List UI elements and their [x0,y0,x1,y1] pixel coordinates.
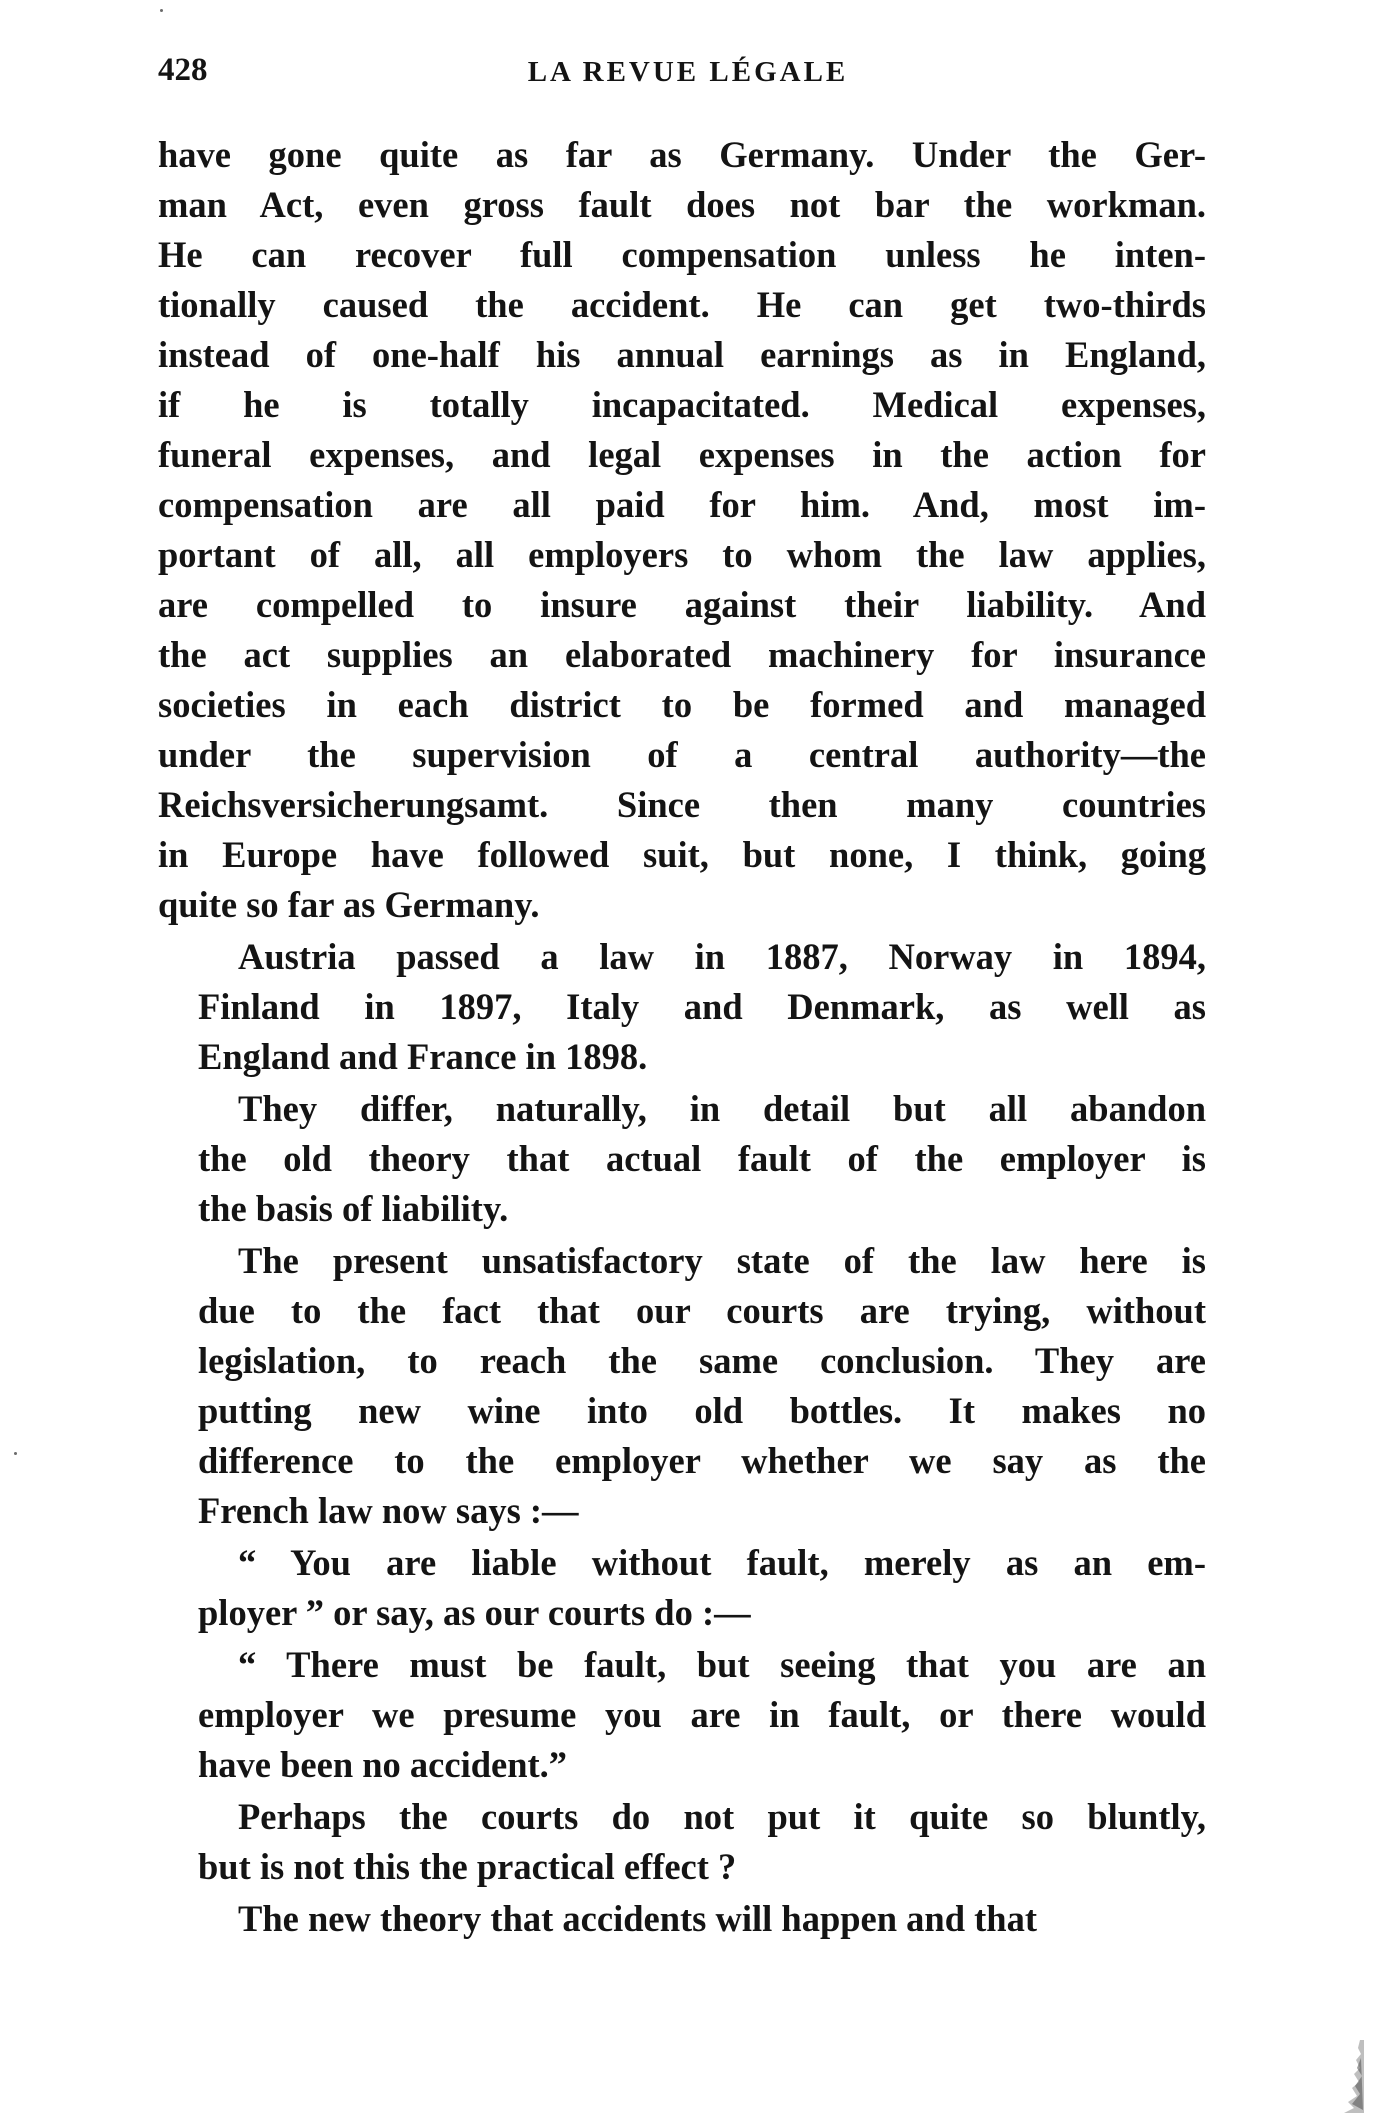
text-line: societies in each district to be formed and managed [158,684,1206,725]
paragraph [158,1084,1206,1234]
text-line: in Europe have followed suit, but none, I think, going [158,834,1206,875]
paragraph [158,130,1206,930]
text-line: difference to the employer whether we say as the [198,1440,1206,1481]
paragraph [158,1894,1206,1944]
paragraph [158,932,1206,1082]
paragraph [158,1538,1206,1638]
text-line: Reichsversicherungsamt. Since then many countries [158,784,1206,825]
text-line: “ There must be fault, but seeing that you are an [238,1644,1206,1685]
text-line: have been no accident.” [198,1744,568,1785]
paragraph [158,1640,1206,1790]
text-line: They differ, naturally, in detail but all abandon [238,1088,1206,1129]
journal-title: LA REVUE LÉGALE [527,56,849,88]
text-line: putting new wine into old bottles. It makes no [198,1390,1206,1431]
text-line: quite so far as Germany. [158,884,540,925]
scan-speck [14,1452,17,1455]
text-line: under the supervision of a central authority—the [158,734,1206,775]
text-line: French law now says :— [198,1490,579,1531]
text-line: Perhaps the courts do not put it quite so bluntly, [238,1796,1206,1837]
text-line: The present unsatisfactory state of the law here is [238,1240,1206,1281]
text-line: legislation, to reach the same conclusion. They are [198,1340,1206,1381]
text-line: portant of all, all employers to whom the law applies, [158,534,1206,575]
text-line: England and France in 1898. [198,1036,648,1077]
text-line: instead of one-half his annual earnings as in England, [158,334,1206,375]
text-line: due to the fact that our courts are trying, without [198,1290,1206,1331]
text-line: ployer ” or say, as our courts do :— [198,1592,751,1633]
text-line: Finland in 1897, Italy and Denmark, as well as [198,986,1206,1027]
text-line: The new theory that accidents will happen and that [238,1898,1038,1939]
text-line: but is not this the practical effect ? [198,1846,737,1887]
text-line: “ You are liable without fault, merely as an em- [238,1542,1206,1583]
paragraph [158,1236,1206,1536]
text-line: tionally caused the accident. He can get two-thirds [158,284,1206,325]
text-line: He can recover full compensation unless he inten- [158,234,1206,275]
running-head [158,52,1218,96]
text-line: Austria passed a law in 1887, Norway in 1894, [238,936,1206,977]
text-line: compensation are all paid for him. And, most im- [158,484,1206,525]
scan-corner-mark [1330,2038,1364,2114]
text-line: the old theory that actual fault of the employer is [198,1138,1206,1179]
page-number: 428 [158,52,208,88]
text-line: the act supplies an elaborated machinery for insurance [158,634,1206,675]
text-line: the basis of liability. [198,1188,509,1229]
scan-speck [160,9,163,12]
text-line: man Act, even gross fault does not bar the workman. [158,184,1206,225]
text-line: funeral expenses, and legal expenses in the action for [158,434,1206,475]
text-line: are compelled to insure against their liability. And [158,584,1206,625]
text-line: employer we presume you are in fault, or there would [198,1694,1206,1735]
text-line: if he is totally incapacitated. Medical expenses, [158,384,1206,425]
text-line: have gone quite as far as Germany. Under the Ger- [158,134,1206,175]
paragraph [158,1792,1206,1892]
body-text [158,130,1206,1946]
